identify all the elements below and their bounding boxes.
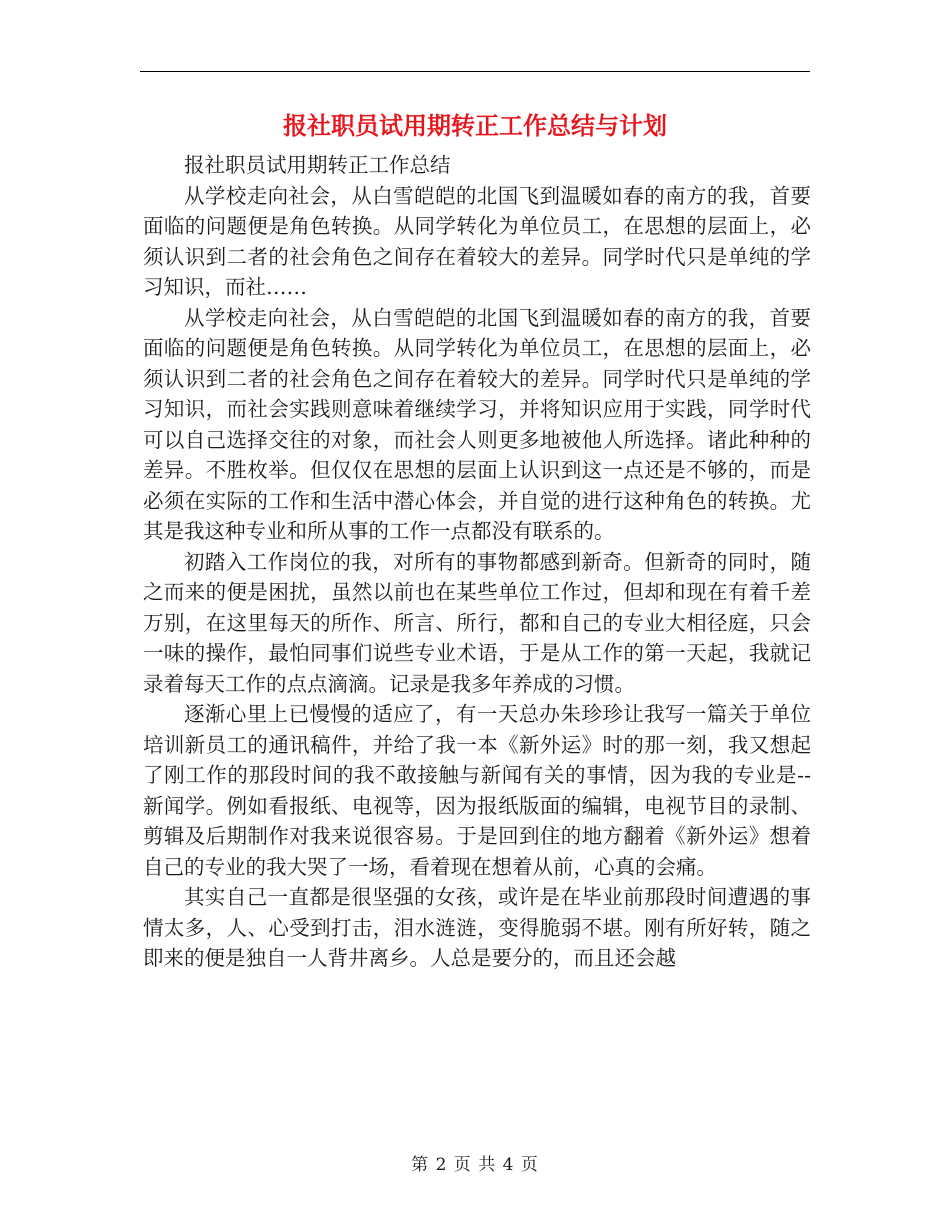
paragraph-summary: 从学校走向社会，从白雪皑皑的北国飞到温暖如春的南方的我，首要面临的问题便是角色转换。从同学转化为单位员工，在思想的层面上，必须认识到二者的社会角色之间存在着较大的差异。同学时代只是单纯的学习知识，而社…… bbox=[143, 183, 811, 299]
paragraph: 逐渐心里上已慢慢的适应了，有一天总办朱珍珍让我写一篇关于单位培训新员工的通讯稿件，并给了我一本《新外运》时的那一刻，我又想起了刚工作的那段时间的我不敢接触与新闻有关的事情，因为我的专业是--新闻学。例如看报纸、电视等，因为报纸版面的编辑，电视节目的录制、剪辑及后期制作对我来说很容易。于是回到住的地方翻着《新外运》想着自己的专业的我大哭了一场，看着现在想着从前，心真的会痛。 bbox=[143, 702, 811, 879]
paragraph: 其实自己一直都是很坚强的女孩，或许是在毕业前那段时间遭遇的事情太多，人、心受到打击，泪水涟涟，变得脆弱不堪。刚有所好转，随之即来的便是独自一人背井离乡。人总是要分的，而且还会越 bbox=[143, 885, 811, 970]
paragraph: 初踏入工作岗位的我，对所有的事物都感到新奇。但新奇的同时，随之而来的便是困扰，虽然以前也在某些单位工作过，但却和现在有着千差万别，在这里每天的所作、所言、所行，都和自己的专业大相径庭，只会一味的操作，最怕同事们说些专业术语，于是从工作的第一天起，我就记录着每天工作的点点滴滴。记录是我多年养成的习惯。 bbox=[143, 549, 811, 696]
document-title: 报社职员试用期转正工作总结与计划 bbox=[283, 111, 667, 140]
section-heading: 报社职员试用期转正工作总结 bbox=[184, 153, 451, 177]
header-rule bbox=[140, 71, 810, 72]
document-body bbox=[143, 150, 811, 974]
page-number: 第 2 页 共 4 页 bbox=[411, 1155, 539, 1175]
paragraph: 从学校走向社会，从白雪皑皑的北国飞到温暖如春的南方的我，首要面临的问题便是角色转换。从同学转化为单位员工，在思想的层面上，必须认识到二者的社会角色之间存在着较大的差异。同学时代只是单纯的学习知识，而社会实践则意味着继续学习，并将知识应用于实践，同学时代可以自己选择交往的对象，而社会人则更多地被他人所选择。诸此种种的差异。不胜枚举。但仅仅在思想的层面上认识到这一点还是不够的，而是必须在实际的工作和生活中潜心体会，并自觉的进行这种角色的转换。尤其是我这种专业和所从事的工作一点都没有联系的。 bbox=[143, 305, 811, 543]
